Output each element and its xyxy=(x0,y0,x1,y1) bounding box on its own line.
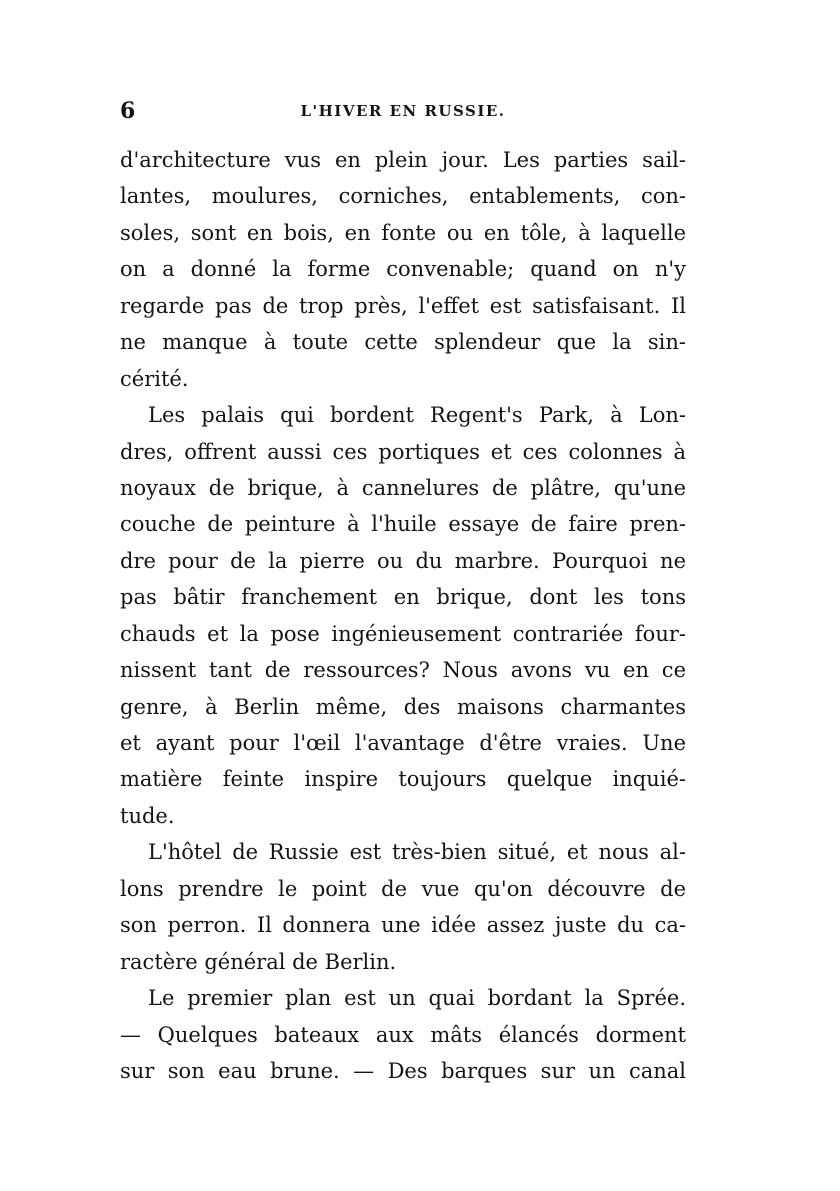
text-line: couche de peinture à l'huile essaye de faire pren- xyxy=(120,512,686,537)
text-line: nissent tant de ressources? Nous avons vu en ce xyxy=(120,658,686,683)
text-line: chauds et la pose ingénieusement contrariée four- xyxy=(120,621,686,646)
text-line: — Quelques bateaux aux mâts élancés dorment xyxy=(120,1022,686,1047)
body-text xyxy=(120,142,686,1089)
text-line: noyaux de brique, à cannelures de plâtre, qu'une xyxy=(120,475,686,500)
text-line: dres, offrent aussi ces portiques et ces colonnes à xyxy=(120,439,686,464)
running-head: L'HIVER EN RUSSIE. xyxy=(300,102,506,120)
text-line: L'hôtel de Russie est très-bien situé, et nous al- xyxy=(148,840,686,865)
text-line: on a donné la forme convenable; quand on n'y xyxy=(120,257,686,282)
text-line: soles, sont en bois, en fonte ou en tôle, à laquelle xyxy=(120,220,686,245)
text-line: matière feinte inspire toujours quelque inquié- xyxy=(120,767,686,792)
text-line: cérité. xyxy=(120,366,189,391)
text-line: lantes, moulures, corniches, entablements, con- xyxy=(120,184,686,209)
text-line: et ayant pour l'œil l'avantage d'être vraies. Une xyxy=(120,731,686,755)
text-line: d'architecture vus en plein jour. Les parties sail- xyxy=(120,148,686,172)
text-line: tude. xyxy=(120,803,175,828)
text-line: ne manque à toute cette splendeur que la sin- xyxy=(120,330,686,355)
text-line: sur son eau brune. — Des barques sur un canal xyxy=(120,1058,686,1083)
text-line: ractère général de Berlin. xyxy=(120,949,397,974)
text-line: Les palais qui bordent Regent's Park, à Lon- xyxy=(148,403,686,428)
text-line: son perron. Il donnera une idée assez juste du ca- xyxy=(120,913,686,938)
text-line: pas bâtir franchement en brique, dont les tons xyxy=(120,585,686,610)
text-line: dre pour de la pierre ou du marbre. Pourquoi ne xyxy=(120,548,686,573)
text-line: Le premier plan est un quai bordant la Sprée. xyxy=(148,986,686,1011)
text-line: genre, à Berlin même, des maisons charmantes xyxy=(120,694,686,719)
page-number: 6 xyxy=(120,98,136,124)
text-line: lons prendre le point de vue qu'on découvre de xyxy=(120,876,686,901)
text-line: regarde pas de trop près, l'effet est satisfaisant. Il xyxy=(120,293,686,318)
page-header xyxy=(120,98,686,130)
